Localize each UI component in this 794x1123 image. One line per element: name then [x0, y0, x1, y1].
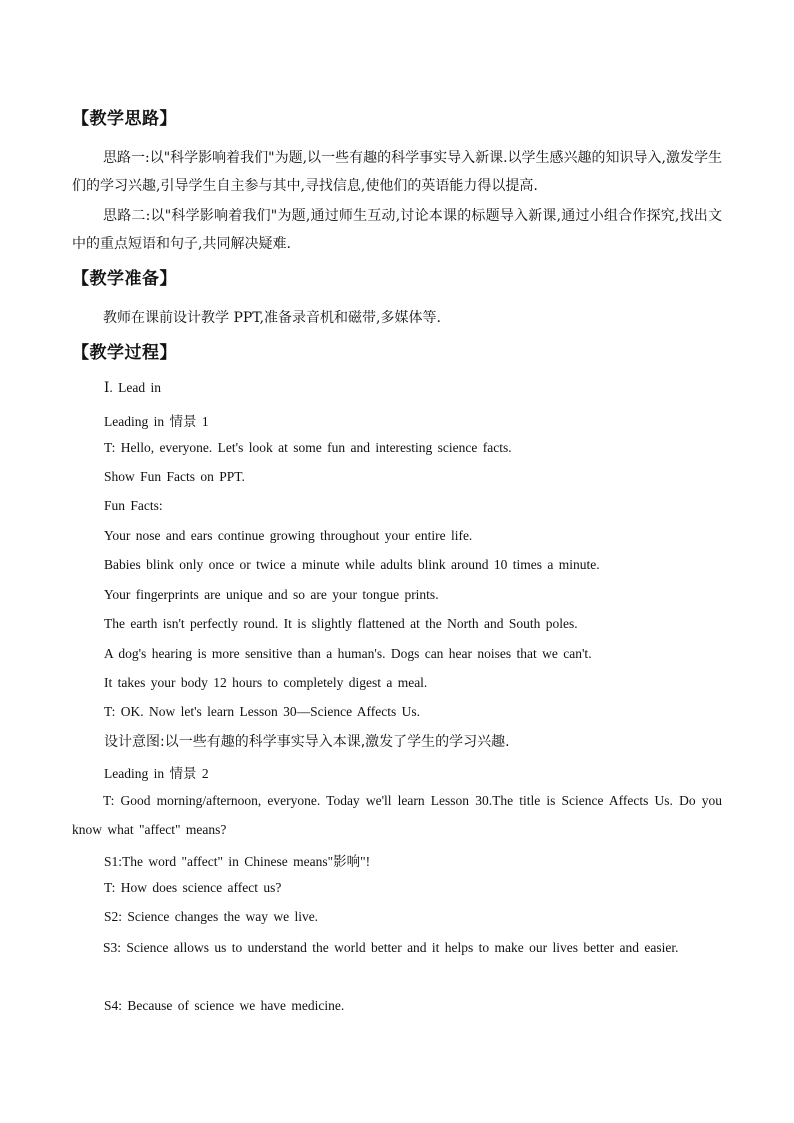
process-line: Babies blink only once or twice a minute while adults blink around 10 times a minute. — [104, 557, 600, 572]
student-paragraph-s3: S3: Science allows us to understand the world better and it helps to make our lives better and easier. — [103, 940, 679, 955]
approach-paragraph-2: 思路二:以"科学影响着我们"为题,通过师生互动,讨论本课的标题导入新课,通过小组合作探究,找出文中的重点短语和句子,共同解决疑难. — [72, 208, 722, 252]
teacher-paragraph: T: Good morning/afternoon, everyone. Today we'll learn Lesson 30.The title is Science Affects Us. Do you know what "affect" means? — [72, 793, 722, 837]
approach-paragraph-1: 思路一:以"科学影响着我们"为题,以一些有趣的科学事实导入新课.以学生感兴趣的知识导入,激发学生们的学习兴趣,引导学生自主参与其中,寻找信息,使他们的英语能力得以提高. — [72, 150, 722, 194]
heading-teaching-approach: 【教学思路】 — [72, 109, 177, 129]
process-line: It takes your body 12 hours to completely digest a meal. — [104, 675, 428, 690]
process-line: Ⅰ. Lead in — [104, 380, 161, 395]
preparation-paragraph: 教师在课前设计教学 PPT,准备录音机和磁带,多媒体等. — [103, 310, 441, 326]
process-line: Leading in 情景 2 — [104, 766, 209, 781]
process-line: Your nose and ears continue growing throughout your entire life. — [104, 528, 473, 543]
process-line: Fun Facts: — [104, 498, 163, 513]
heading-teaching-process: 【教学过程】 — [72, 343, 177, 363]
heading-teaching-preparation: 【教学准备】 — [72, 269, 177, 289]
process-line: Your fingerprints are unique and so are your tongue prints. — [104, 587, 439, 602]
student-line-s4: S4: Because of science we have medicine. — [104, 998, 345, 1013]
process-line: The earth isn't perfectly round. It is slightly flattened at the North and South poles. — [104, 616, 578, 631]
process-line: Show Fun Facts on PPT. — [104, 469, 245, 484]
teacher-line-t2: T: How does science affect us? — [104, 880, 282, 895]
design-intent-line: 设计意图:以一些有趣的科学事实导入本课,激发了学生的学习兴趣. — [104, 734, 510, 750]
process-line: Leading in 情景 1 — [104, 414, 209, 429]
process-line: T: OK. Now let's learn Lesson 30—Science Affects Us. — [104, 704, 420, 719]
student-line-s1: S1:The word "affect" in Chinese means"影响"! — [104, 854, 371, 869]
student-line-s2: S2: Science changes the way we live. — [104, 909, 319, 924]
process-line: T: Hello, everyone. Let's look at some fun and interesting science facts. — [104, 440, 512, 455]
process-line: A dog's hearing is more sensitive than a human's. Dogs can hear noises that we can't. — [104, 646, 592, 661]
